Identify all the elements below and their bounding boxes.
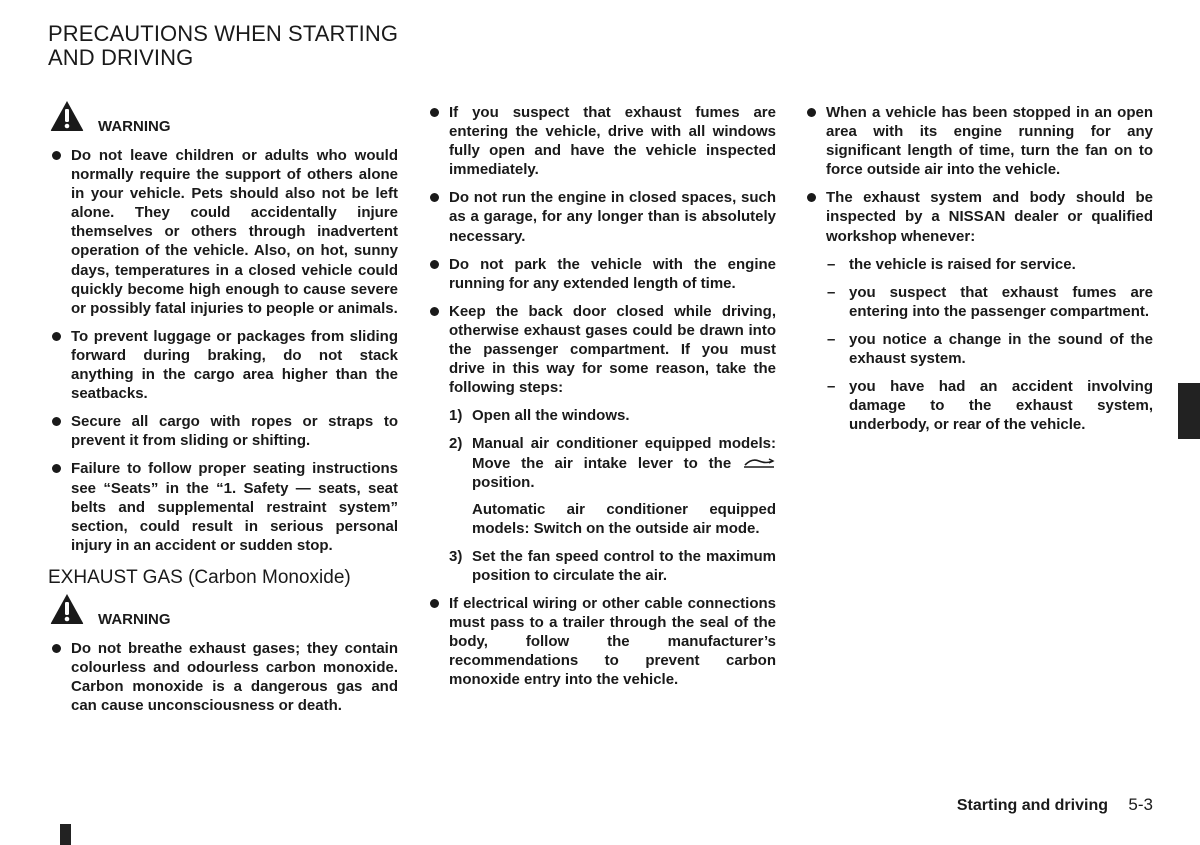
warning-triangle-icon [50,593,84,625]
step-item: 1) Open all the windows. [449,407,630,425]
step-item: 2) Manual air conditioner equipped models: Move the air intake lever to the position. Automatic air conditioner equipped models: Switch on the outside air mode. [449,435,776,537]
dash-marker: – [827,378,836,396]
list-item: Failure to follow proper seating instructions see “Seats” in the “1. Safety — seats, seat belts and supplemental restraint system” section, could result in serious personal injury in an accident or sudden stop. [46,459,398,554]
warning-label: WARNING [98,118,171,135]
column-left [46,100,398,724]
bullet-icon [52,151,61,160]
list-item: Secure all cargo with ropes or straps to prevent it from sliding or shifting. [46,412,398,450]
list-item: Do not run the engine in closed spaces, such as a garage, for any longer than is absolutely necessary. [424,188,776,245]
list-item: If you suspect that exhaust fumes are entering the vehicle, drive with all windows fully open and have the vehicle inspected immediately. [424,103,776,179]
exhaust-precautions-list [424,103,776,690]
bullet-icon [430,260,439,269]
bullet-icon [430,307,439,316]
dash-marker: – [827,283,836,301]
list-item: Do not breathe exhaust gases; they contain colourless and odourless carbon monoxide. Carbon monoxide is a dangerous gas and can cause unconsciousness or death. [46,639,398,715]
inspection-conditions-list [826,255,1153,435]
page-edge-marker [60,824,71,845]
warning-label: WARNING [98,610,171,628]
list-item: When a vehicle has been stopped in an open area with its engine running for any significant length of time, turn the fan on to force outside air into the vehicle. [801,103,1153,179]
sub-list-item: – you suspect that exhaust fumes are entering into the passenger compartment. [827,283,1153,320]
sub-list-item: – you have had an accident involving damage to the exhaust system, underbody, or rear of the vehicle. [827,378,1153,434]
steps-list [449,406,776,585]
outside-air-intake-icon [742,457,776,469]
list-item: Do not leave children or adults who would normally require the support of others alone in your vehicle. Pets should also not be left alone. They could accidentally injure themselves or others through inadvertent operation of the vehicle. Also, on hot, sunny days, temperatures in a closed vehicle could quickly become high enough to cause severe or possibly fatal injuries to people or animals. [46,146,398,318]
step-number: 2) [449,435,463,453]
bullet-icon [52,644,61,653]
exhaust-warning-list [46,639,398,715]
sub-list-item: – you notice a change in the sound of the exhaust system. [827,330,1153,368]
list-item: The exhaust system and body should be inspected by a NISSAN dealer or qualified workshop whenever: – the vehicle is raised for service. – you suspect that exhaust fumes are entering into the passenger compartment. – you notice a change in the sound of the exhaust system. – you have had an accident involving damage to the exhaust system, underbody, or rear of the vehicle. [801,188,1153,434]
bullet-icon [52,417,61,426]
bullet-icon [52,332,61,341]
bullet-icon [52,464,61,473]
column-right [801,103,1153,443]
page-title: PRECAUTIONS WHEN STARTING AND DRIVING [48,21,399,70]
column-middle [424,103,776,699]
warning-list [46,146,398,555]
list-item: If electrical wiring or other cable connections must pass to a trailer through the seal of the body, follow the manufacturer’s recommendations to prevent carbon monoxide entry into the vehicle. [424,594,776,689]
step-number: 1) [449,407,463,425]
warning-header [46,593,398,633]
list-item: Do not park the vehicle with the engine running for any extended length of time. [424,255,776,293]
footer-section-title: Starting and driving [956,797,1108,814]
chapter-tab [1178,383,1200,439]
inspection-list [801,103,1153,434]
list-item: To prevent luggage or packages from sliding forward during braking, do not stack anything in the cargo area higher than the seatbacks. [46,327,398,403]
bullet-icon [430,108,439,117]
list-item: Keep the back door closed while driving, otherwise exhaust gases could be drawn into the passenger compartment. If you must drive in this way for some reason, take the following steps: 1) Open all the windows. 2) Manual air conditioner equipped models: Move the air intake lever to the position. Automatic air conditioner equipped models: Switch on the outside air mode. 3) Set the fan speed control to the maximum position to circulate the air. [424,302,776,585]
dash-marker: – [827,255,836,273]
warning-header [46,100,398,140]
sub-list-item: – the vehicle is raised for service. [827,255,1076,273]
step-number: 3) [449,547,463,565]
dash-marker: – [827,330,836,348]
section-title-exhaust-gas: EXHAUST GAS (Carbon Monoxide) [48,566,351,588]
bullet-icon [807,193,816,202]
warning-triangle-icon [50,100,84,132]
bullet-icon [430,193,439,202]
step-item: 3) Set the fan speed control to the maximum position to circulate the air. [449,547,776,584]
page-number: 5-3 [1128,795,1153,814]
bullet-icon [430,599,439,608]
bullet-icon [807,108,816,117]
